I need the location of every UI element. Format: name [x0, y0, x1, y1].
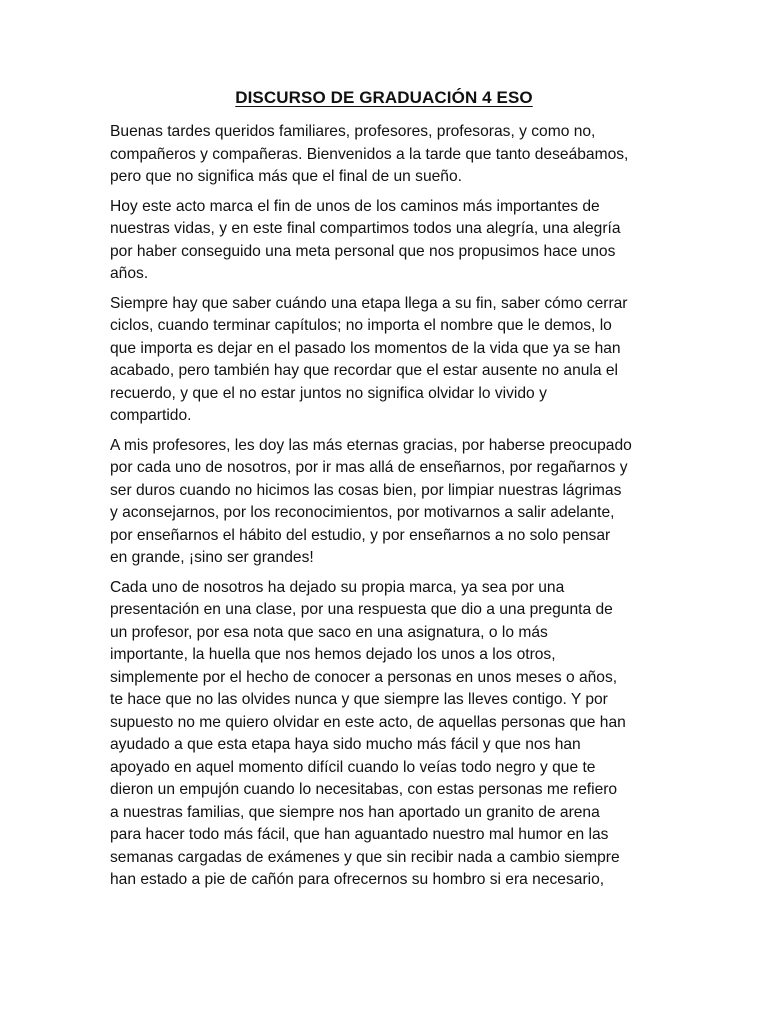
text-line: acabado, pero también hay que recordar que el estar ausente no anula el	[110, 362, 619, 379]
text-line: presentación en una clase, por una respuesta que dio a una pregunta de	[110, 601, 613, 618]
paragraph-teachers	[110, 435, 660, 570]
paragraph-families	[110, 577, 660, 892]
text-line: supuesto no me quiero olvidar en este acto, de aquellas personas que han	[110, 713, 626, 731]
text-line: un profesor, por esa nota que saco en una asignatura, o lo más	[110, 623, 548, 641]
text-line: a nuestras familias, que siempre nos han aportado un granito de arena	[110, 803, 600, 821]
text-line: años.	[110, 265, 149, 282]
text-line: en grande, ¡sino ser grandes!	[110, 549, 314, 566]
paragraph-greeting	[110, 121, 660, 189]
text-line: A mis profesores, les doy las más eternas gracias, por haberse preocupado	[110, 436, 632, 454]
paragraph-today	[110, 196, 660, 286]
text-line: semanas cargadas de exámenes y que sin recibir nada a cambio siempre	[110, 848, 620, 866]
text-line: por enseñarnos el hábito del estudio, y por enseñarnos a no solo pensar	[110, 526, 611, 544]
text-line: Buenas tardes queridos familiares, profesores, profesoras, y como no,	[110, 123, 596, 140]
text-line: recuerdo, y que el no estar juntos no significa olvidar lo vivido y	[110, 384, 547, 402]
text-line: ser duros cuando no hicimos las cosas bien, por limpiar nuestras lágrimas	[110, 481, 622, 499]
text-line: Cada uno de nosotros ha dejado su propia marca, ya sea por una	[110, 578, 565, 596]
text-line: por haber conseguido una meta personal que nos propusimos hace unos	[110, 242, 616, 260]
text-line: nuestras vidas, y en este final compartimos todos una alegría, una alegría	[110, 220, 621, 237]
paragraph-cycles	[110, 293, 660, 428]
text-line: ayudado a que esta etapa haya sido mucho más fácil y que nos han	[110, 736, 581, 753]
text-line: para hacer todo más fácil, que han aguantado nuestro mal humor en las	[110, 826, 609, 843]
text-line: simplemente por el hecho de conocer a personas en unos meses o años,	[110, 668, 618, 686]
text-line: por cada uno de nosotros, por ir mas allá de enseñarnos, por regañarnos y	[110, 459, 628, 476]
text-line: han estado a pie de cañón para ofrecernos su hombro si era necesario,	[110, 871, 605, 888]
document-body	[110, 121, 660, 899]
text-line: te hace que no las olvides nunca y que siempre las lleves contigo. Y por	[110, 691, 608, 708]
text-line: importante, la huella que nos hemos dejado los unos a los otros,	[110, 646, 556, 663]
text-line: dieron un empujón cuando lo necesitabas, con estas personas me refiero	[110, 781, 618, 798]
text-line: y aconsejarnos, por los reconocimientos, por motivarnos a salir adelante,	[110, 504, 615, 521]
text-line: apoyado en aquel momento difícil cuando lo veías todo negro y que te	[110, 758, 596, 776]
document-title: DISCURSO DE GRADUACIÓN 4 ESO	[235, 88, 533, 107]
text-line: ciclos, cuando terminar capítulos; no importa el nombre que le demos, lo	[110, 317, 612, 334]
text-line: compartido.	[110, 407, 192, 424]
text-line: Hoy este acto marca el fin de unos de los caminos más importantes de	[110, 197, 600, 215]
text-line: pero que no significa más que el final de un sueño.	[110, 168, 462, 185]
text-line: que importa es dejar en el pasado los momentos de la vida que ya se han	[110, 339, 621, 357]
text-line: compañeros y compañeras. Bienvenidos a la tarde que tanto deseábamos,	[110, 145, 629, 163]
text-line: Siempre hay que saber cuándo una etapa llega a su fin, saber cómo cerrar	[110, 294, 628, 312]
